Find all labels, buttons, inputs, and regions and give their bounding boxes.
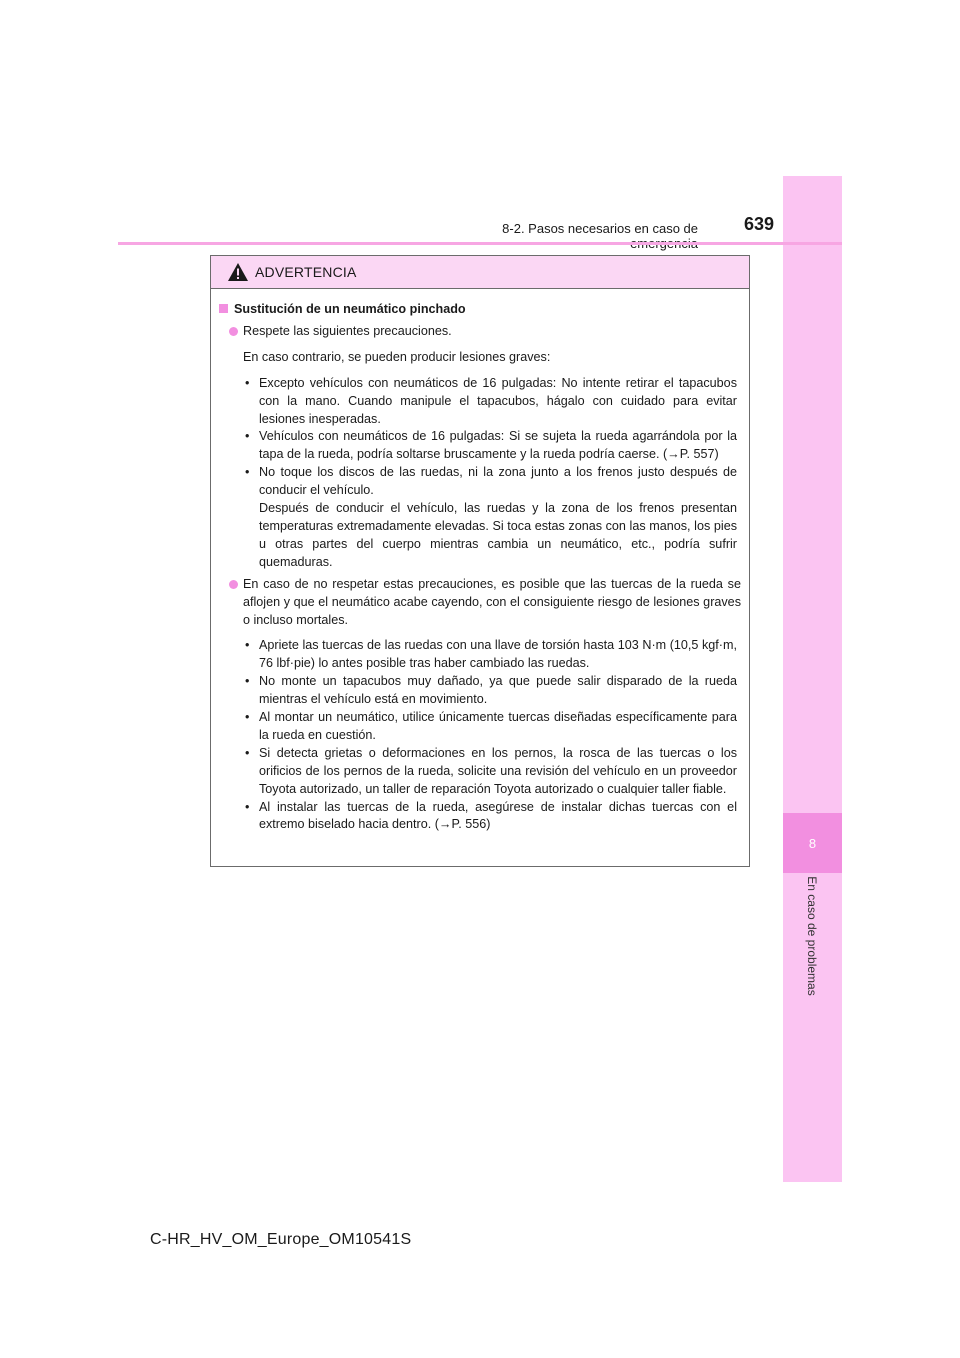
document-id: C-HR_HV_OM_Europe_OM10541S bbox=[150, 1231, 412, 1248]
section-heading-text: Sustitución de un neumático pinchado bbox=[234, 302, 466, 316]
side-tab-chapter-number: 8 bbox=[783, 813, 842, 873]
precaution-point-text: En caso de no respetar estas precauciones, es posible que las tuercas de la rueda se aflojen y que el neumático acabe cayendo, con el consiguiente riesgo de lesiones graves o incluso mortales. bbox=[243, 576, 741, 627]
header-rule bbox=[118, 242, 842, 245]
precaution-point-text: Respete las siguientes precauciones. bbox=[243, 323, 452, 338]
list-item: • Al instalar las tuercas de la rueda, asegúrese de instalar dichas tuercas con el extremo biselado hacia dentro. (→P. 556) bbox=[245, 799, 737, 832]
precaution-point bbox=[219, 323, 741, 341]
section-title: 8-2. Pasos necesarios en caso de bbox=[502, 221, 698, 236]
circle-bullet-icon bbox=[229, 327, 238, 336]
list-item: • Excepto vehículos con neumáticos de 16 pulgadas: No intente retirar el tapacubos con la mano. Cuando manipule el tapacubos, hágalo con cuidado para evitar lesiones inesperadas. bbox=[245, 375, 737, 426]
page-number: 639 bbox=[743, 214, 774, 234]
section-heading bbox=[219, 301, 741, 319]
circle-bullet-icon bbox=[229, 580, 238, 589]
list-item: • Si detecta grietas o deformaciones en los pernos, la rosca de las tuercas o los orificios de los pernos de la rueda, solicite una revisión del vehículo en un proveedor Toyota autorizado, un taller de reparación Toyota autorizado o cualquier taller fiable. bbox=[245, 745, 737, 796]
side-tab-chapter-label: En caso de problemas bbox=[805, 876, 819, 996]
precaution-intro: En caso contrario, se pueden producir lesiones graves: bbox=[243, 349, 551, 364]
warning-box bbox=[210, 255, 750, 867]
precaution-list bbox=[219, 637, 741, 834]
precaution-list bbox=[219, 375, 741, 572]
warning-title: ADVERTENCIA bbox=[255, 264, 357, 280]
list-item: • No toque los discos de las ruedas, ni la zona junto a los frenos justo después de conducir el vehículo. Después de conducir el vehículo, las ruedas y la zona de los frenos presentan temperaturas extremadamente elevadas. Si toca estas zonas con las manos, los pies u otras partes del cuerpo mientras cambia un neumático, etc., podría sufrir quemaduras. bbox=[219, 464, 741, 571]
square-bullet-icon bbox=[219, 304, 228, 313]
list-item: • Vehículos con neumáticos de 16 pulgadas: Si se sujeta la rueda agarrándola por la tapa de la rueda, podría soltarse bruscamente y la rueda podría caerse. (→P. 557) bbox=[245, 429, 737, 462]
precaution-point bbox=[219, 576, 741, 630]
warning-header bbox=[211, 256, 749, 289]
warning-body bbox=[211, 289, 749, 834]
list-item: • No monte un tapacubos muy dañado, ya que puede salir disparado de la rueda mientras el vehículo está en movimiento. bbox=[245, 674, 737, 707]
warning-triangle-icon bbox=[227, 262, 249, 282]
list-item: • Al montar un neumático, utilice únicamente tuercas diseñadas específicamente para la rueda en cuestión. bbox=[245, 710, 737, 742]
list-item-continuation: Después de conducir el vehículo, las ruedas y la zona de los frenos presentan temperaturas extremadamente elevadas. Si toca estas zonas con las manos, los pies u otras partes del cuerpo mientras cambia un neumático, etc., podría sufrir quemaduras. bbox=[259, 501, 737, 569]
side-tab bbox=[783, 176, 842, 1182]
list-item: • Apriete las tuercas de las ruedas con una llave de torsión hasta 103 N·m (10,5 kgf·m, 76 lbf·pie) lo antes posible tras haber cambiado las ruedas. bbox=[245, 638, 737, 671]
